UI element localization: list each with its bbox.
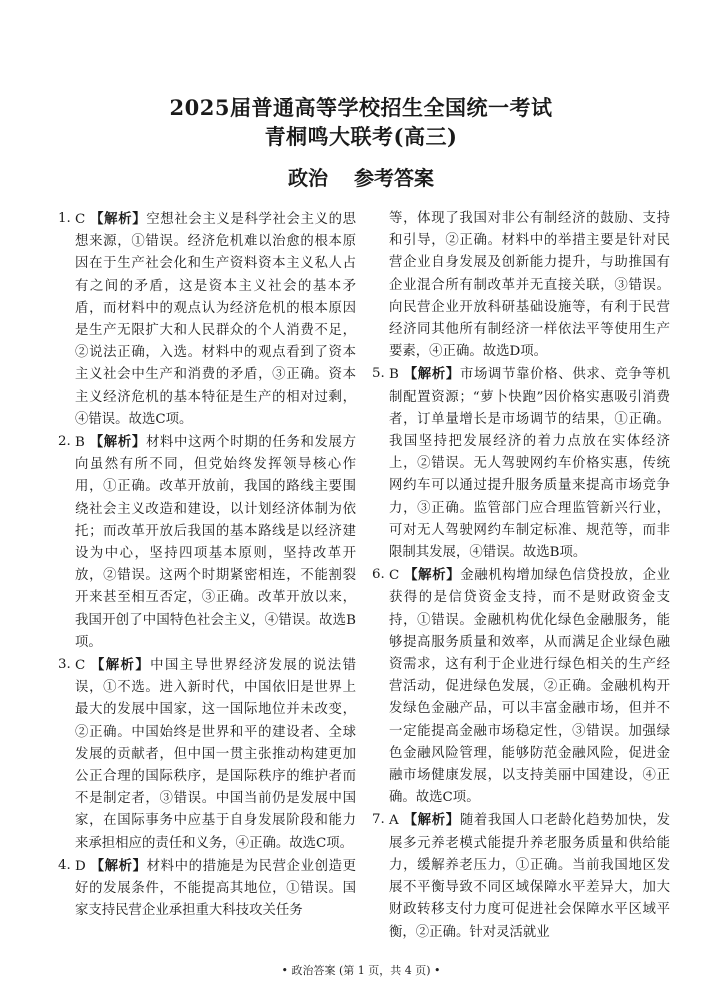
- item-number: 2.: [58, 434, 71, 450]
- answer-item: [372, 363, 670, 564]
- item-answer: B: [75, 435, 85, 451]
- answer-item: [372, 809, 670, 943]
- left-column: [58, 208, 356, 923]
- item-text: 等，体现了我国对非公有制经济的鼓励、支持和引导，②正确。材料中的举措主要是针对民营企业自身发展及创新能力提升，与助推国有企业混合所有制改革并无直接关联，③错误。向民营企业开放科研基础设施等，有利于民营经济同其他所有制经济一样依法平等使用生产要素，④正确。故选D项。: [389, 211, 670, 360]
- item-answer: C: [389, 568, 400, 584]
- analysis-tag: 【解析】: [404, 567, 461, 584]
- analysis-tag: 【解析】: [403, 812, 460, 829]
- item-text: 金融机构增加绿色信贷投放，企业获得的是信贷资金支持，而不是财政资金支持，①错误。金融机构优化绿色金融服务，能够提高服务质量和效率，从而满足企业绿色融资需求，这有利于企业进行绿色相关的生产经营活动，促进绿色发展，②正确。金融机构开发绿色金融产品，可以丰富金融市场，但并不一定能提高金融市场稳定性，③错误。加强绿色金融风险管理，能够防范金融风险，促进金融市场健康发展，以支持美丽中国建设，④正确。故选C项。: [389, 568, 671, 806]
- answer-item: [58, 855, 356, 923]
- item-answer: C: [75, 658, 86, 674]
- answer-title: 参考答案: [354, 166, 434, 190]
- item-text: 空想社会主义是科学社会主义的思想来源，①错误。经济危机难以治愈的根本原因在于生产社会化和生产资料资本主义私人占有之间的矛盾，这是资本主义社会的基本矛盾，而材料中的观点认为经济危机的根本原因是生产无限扩大和人民群众的个人消费不足，②说法正确，入选。材料中的观点看到了资本主义社会中生产和消费的矛盾，③正确。资本主义经济危机的基本特征是生产的相对过剩，④错误。故选C项。: [75, 212, 357, 427]
- analysis-tag: 【解析】: [89, 434, 146, 451]
- item-answer: D: [75, 858, 86, 874]
- answer-item: [58, 431, 356, 654]
- analysis-tag: 【解析】: [90, 211, 147, 227]
- answer-key-heading: [0, 162, 722, 191]
- item-answer: B: [389, 367, 399, 383]
- item-answer: A: [389, 813, 399, 829]
- answer-item-continued: [372, 208, 670, 363]
- item-number: 6.: [372, 567, 385, 583]
- item-text: 中国主导世界经济发展的说法错误，①不选。进入新时代，中国依旧是世界上最大的发展中国家，这一国际地位并未改变，②正确。中国始终是世界和平的建设者、全球发展的贡献者，但中国一贯主张推动构建更加公正合理的国际秩序，是国际秩序的维护者而不是制定者，③错误。中国当前仍是发展中国家，在国际事务中应基于自身发展阶段和能力来承担相应的责任和义务，④正确。故选C项。: [75, 658, 356, 851]
- item-number: 5.: [372, 366, 385, 382]
- item-number: 7.: [372, 812, 385, 828]
- analysis-tag: 【解析】: [403, 366, 460, 383]
- item-text: 材料中的措施是为民营企业创造更好的发展条件，不能提高其地位，①错误。国家支持民营企业承担重大科技攻关任务: [75, 858, 357, 919]
- item-text: 材料中这两个时期的任务和发展方向虽然有所不同，但党始终发挥领导核心作用，①正确。改革开放前，我国的路线主要围绕社会主义改造和建设，以计划经济体制为依托；而改革开放后我国的基本路线是以经济建设为中心，坚持四项基本原则，坚持改革开放，②错误。这两个时期紧密相连，不能割裂开来甚至相互否定，③正确。改革开放以来，我国开创了中国特色社会主义，④错误。故选B项。: [75, 435, 356, 650]
- answer-item: [58, 208, 356, 431]
- page-footer: • 政治答案 (第 1 页，共 4 页) •: [281, 964, 441, 977]
- analysis-tag: 【解析】: [90, 857, 147, 874]
- answer-item: [372, 564, 670, 809]
- exam-title: 2025届普通高等学校招生全国统一考试: [169, 95, 553, 120]
- item-number: 4.: [58, 857, 71, 873]
- item-text: 市场调节靠价格、供求、竞争等机制配置资源；“萝卜快跑”因价格实惠吸引消费者，订单量增长是市场调节的结果，①正确。我国坚持把发展经济的着力点放在实体经济上，②错误。无人驾驶网约车价格实惠，传统网约车可以通过提升服务质量来提高市场竞争力，③正确。监管部门应合理监管新兴行业，可对无人驾驶网约车制定标准、规范等，而非限制其发展，④错误。故选B项。: [389, 367, 670, 561]
- answer-item: [58, 654, 356, 855]
- item-answer: C: [75, 212, 86, 227]
- exam-subtitle: 青桐鸣大联考(高三): [264, 124, 458, 149]
- subject-label: 政治: [288, 166, 328, 190]
- item-number: 3.: [58, 657, 71, 673]
- analysis-tag: 【解析】: [90, 657, 151, 674]
- item-text: 随着我国人口老龄化趋势加快，发展多元养老模式能提升养老服务质量和供给能力，缓解养老压力，①正确。当前我国地区发展不平衡导致不同区域保障水平差异大，加大财政转移支付力度可促进社会保障水平区域平衡，②正确。针对灵活就业: [389, 813, 671, 940]
- right-column: [372, 208, 670, 944]
- item-number: 1.: [58, 211, 71, 226]
